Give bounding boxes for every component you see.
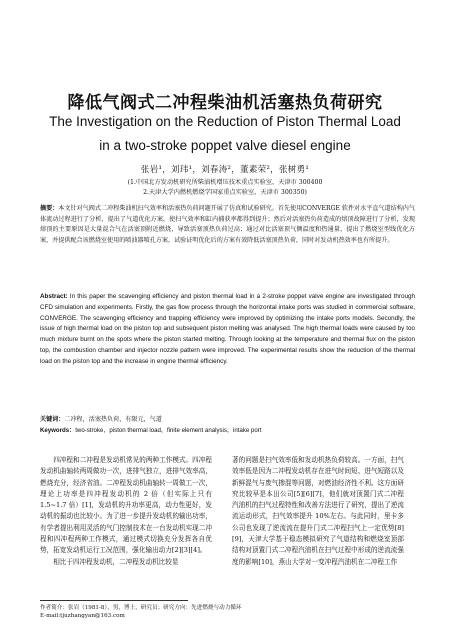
title-english-line1: The Investigation on the Reduction of Piston Thermal Load [49,114,401,129]
keywords-english-text: two-stroke，piston thermal load，finite element analysis，intake port [75,427,262,434]
abstract-english-text: In this paper the scavenging efficiency and piston thermal load in a 2-stroke poppet valve engine are investigated through CFD simulation and experiments. Firstly, the gas flow process through the horizontal intake ports was studied in commercial software, CONVERGE. The scavenging efficiency and trapping efficiency were improved by optimizing the intake ports models. Secondly, the issue of high thermal load on the piston top and subsequent piston melting was analysed. The high thermal loads were caused by too much mixture burnt on the spots where the piston started melting. Through looking at the temperature and thermal flux on the piston top, the combustion chamber and injector nozzle pattern were improved. The experimental results show the reduction of the thermal load on the piston top and the increase in engine thermal efficiency. [40,293,415,365]
abstract-chinese-label: 摘要： [40,205,59,212]
abstract-chinese [40,204,415,246]
author-list: 张岩¹，刘玮¹，刘春涛²，董素荣²，张树勇¹ [140,165,310,175]
affiliation-line-1: (1.中国北方发动机研究所柴油机增压技术重点实验室，天津市 300400 [127,179,323,186]
title-chinese: 降低气阀式二冲程柴油机活塞热负荷研究 [67,93,383,113]
keywords-english [40,425,262,434]
body-paragraph: 四冲程和二冲程是发动机常见的两种工作模式。四冲程发动机曲轴转两周做功一次，进排气独立，进排气效率高，燃烧充分，经济省油。二冲程发动机曲轴转一周做工一次，理论上功率是四冲程发动机的 2 倍（但实际上只有 1.5~1.7 倍）[1]，发动机的升功率更高，动力性更好，发动机的振动也比较小。为了进一步提升发动机的输出功率，有学者提出利用灵活的气门控制技术在一台发动机实现二冲程和四冲程两种工作模式，通过模式切换充分发挥各自优势，拓宽发动机运行工况范围，强化输出动力[2][3][4]。 [40,456,212,555]
abstract-english [40,292,415,368]
title-english-line2: in a two-stroke poppet valve diesel engine [99,138,351,153]
abstract-english-label: Abstract: [40,293,68,300]
footnote-email: E-mail:tjuzhangyan@163.com [40,613,125,619]
affiliation-line-2: 2.天津大学内燃机燃烧学国家重点实验室，天津市 300350) [143,189,307,196]
keywords-chinese [40,414,162,423]
body-paragraph: 著的问题是扫气效率低和发动机热负荷较高。一方面，扫气效率低是因为二冲程发动机存在进气时间短、进气短路以及新鲜混气与废气掺混等问题，对燃油经济性不利。这方面研究比较早是本田公司[5][6][7]，他们就对顶置门式二冲程汽油机的扫气过程特性和改善方法进行了研究，提出了逆流流运动形式，扫气效率提升 10%左右。与此同时，里卡多公司也发现了逆流流在提升门式二冲程扫气上一定优势[8][9]，天津大学基于稳态模拟研究了气道结构和燃烧室顶部结构对顶置门式二冲程汽油机在扫气过程中形成的逆流流强度的影响[10]，燕山大学对一变冲程汽油机在二冲程工作 [232,456,404,566]
keywords-english-label: Keywords： [40,427,76,434]
footnote-divider [40,600,188,601]
abstract-chinese-text: 本文针对气阀式二冲程柴油机扫气效率和活塞热负荷问题开展了仿真和试验研究。首先使用CONVERGE 软件对水平直气道结构内气体流动过程进行了分析，提出了气道优化方案，使扫气效率和缸内捕获率都得到提升；然后对活塞热负荷造成的熔顶故障进行了分析，发现熔顶的主要原因是大量混合气在活塞顶附近燃烧，导致活塞顶热负荷过高；通过对比活塞顶气侧温度和热通量，提出了燃烧室型线优化方案，并提供配合该燃烧室使用的喷油器喷孔方案，试验证明优化后的方案有效降低活塞顶热负荷，同时对发动机热效率也有所提升。 [40,205,415,244]
body-paragraph: 相比于四冲程发动机，二冲程发动机比较显 [53,557,179,566]
body-column-right [232,455,404,568]
body-column-left [40,455,212,568]
keywords-chinese-label: 关键词： [40,416,65,423]
footnote-author-note: 作者简介：张岩（1981-8），男，博士，研究员；研究方向：先进燃烧与动力循环 [40,605,242,611]
keywords-chinese-text: 二冲程，活塞热负荷，有限元，气道 [64,416,162,423]
